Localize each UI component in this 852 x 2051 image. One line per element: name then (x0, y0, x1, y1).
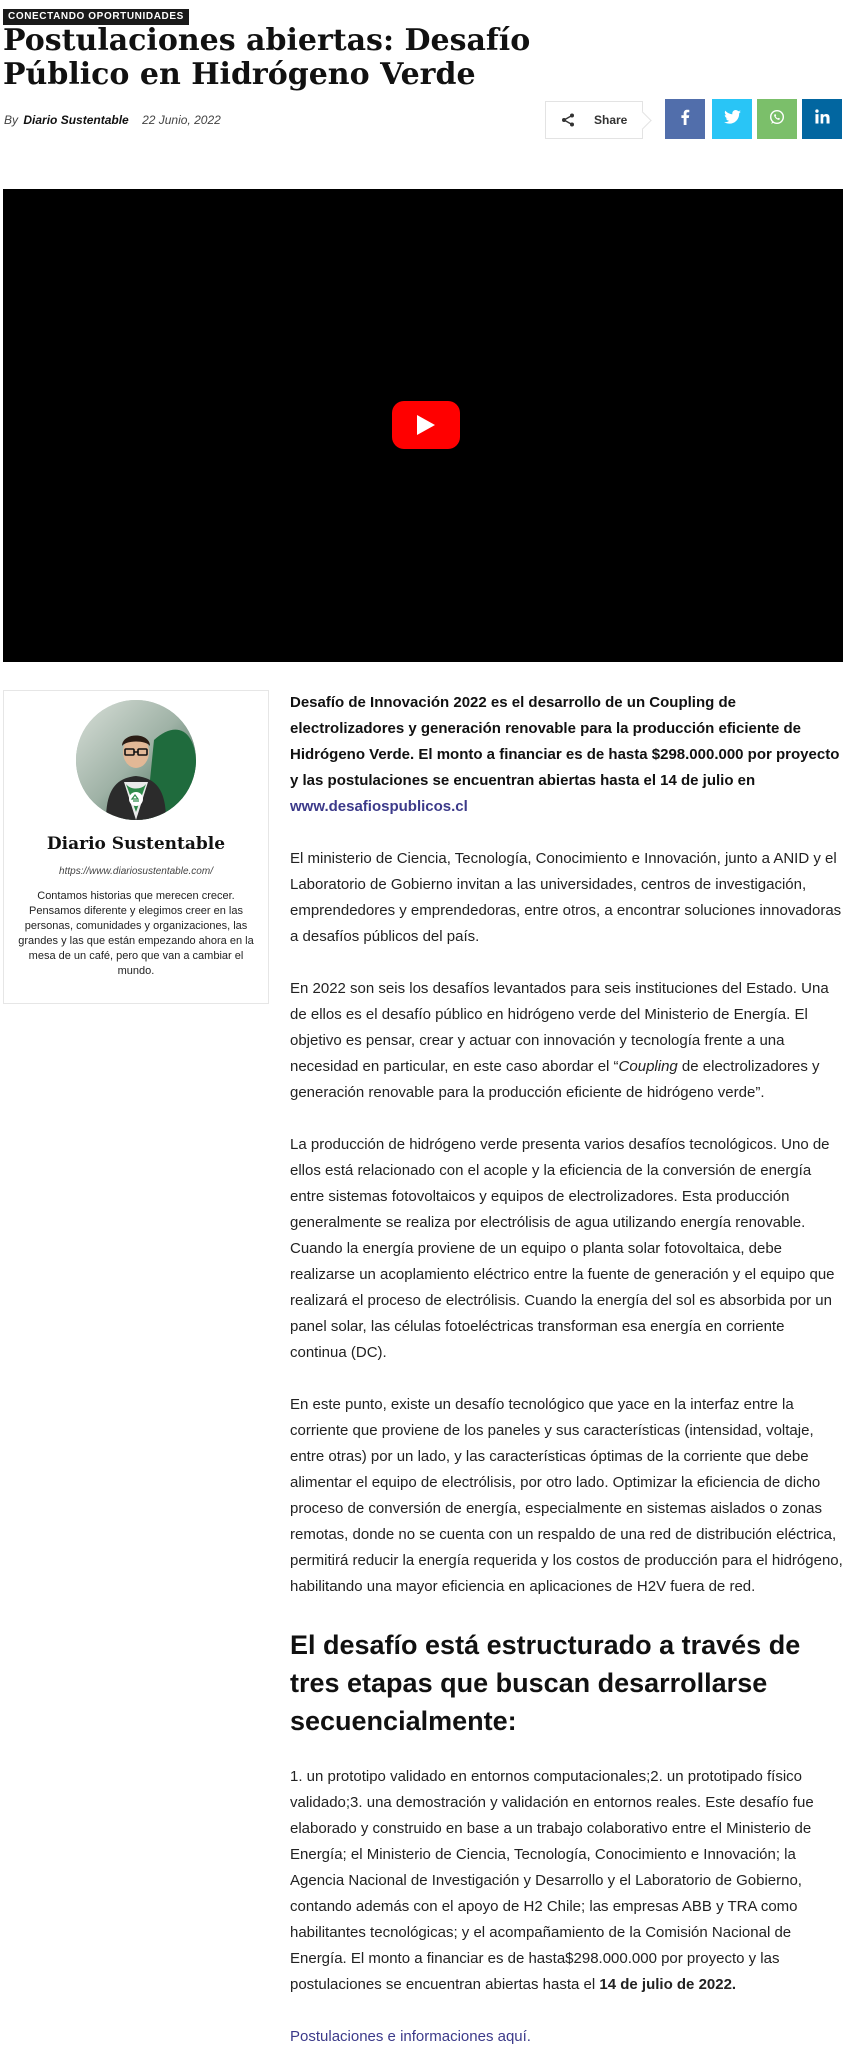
linkedin-icon (815, 109, 830, 129)
share-icon (554, 102, 582, 138)
paragraph: La producción de hidrógeno verde presenta varios desafíos tecnológicos. Uno de ellos está relacionado con el acople y la eficiencia de la conversión de energía entre sistemas fotovoltaicos y equipos de electrolizadores. Esta producción generalmente se realiza por electrólisis de agua utilizando energía renovable. Cuando la energía proviene de un equipo o planta solar fotovoltaica, debe realizarse un acoplamiento eléctrico entre la fuente de generación y el equipo que realizará el proceso de electrólisis. Cuando la energía del sol es absorbida por un panel solar, las células fotoeléctricas transforman esa energía en corriente continua (DC). (290, 1136, 835, 1361)
final-paragraph (290, 2024, 845, 2050)
paragraph-text: de electrolizadores y generación renovable para la producción eficiente de hidrógeno verde”. (290, 1058, 820, 1101)
paragraph (290, 976, 845, 1106)
page-title: Postulaciones abiertas: Desafío Público en Hidrógeno Verde (3, 23, 531, 92)
linkedin-share-button[interactable] (802, 99, 842, 139)
paragraph: El ministerio de Ciencia, Tecnología, Conocimiento e Innovación, junto a ANID y el Laboratorio de Gobierno invitan a las universidades, centros de investigación, emprendedores y emprendedoras, entre otros, a encontrar soluciones innovadoras a desafíos públicos del país. (290, 850, 842, 945)
paragraph (290, 1764, 845, 1998)
lead-paragraph (290, 690, 845, 820)
facebook-icon (680, 109, 690, 130)
desafios-link[interactable]: www.desafiospublicos.cl (290, 798, 468, 815)
whatsapp-share-button[interactable] (757, 99, 797, 139)
emphasis-text: Coupling (618, 1058, 678, 1075)
whatsapp-icon (769, 109, 785, 130)
paragraph: En este punto, existe un desafío tecnológico que yace en la interfaz entre la corriente que proviene de los paneles y sus características (intensidad, voltaje, entre otras) por un lado, y las características óptimas de la corriente que debe alimentar el equipo de electrólisis, por otro lado. Optimizar la eficiencia de dicho proceso de conversión de energía, especialmente en sistemas aislados o zonas remotas, donde no se cuenta con un respaldo de una red de distribución eléctrica, permitirá reducir la energía requerida y los costos de producción para el hidrógeno, habilitando una mayor eficiencia en aplicaciones de H2V fuera de red. (290, 1396, 843, 1595)
category-badge[interactable]: CONECTANDO OPORTUNIDADES (3, 9, 189, 25)
postulaciones-link[interactable]: Postulaciones e informaciones aquí. (290, 2028, 531, 2045)
author-avatar[interactable] (76, 700, 196, 820)
author-box (3, 690, 269, 1004)
share-button[interactable] (545, 101, 643, 139)
twitter-share-button[interactable] (712, 99, 752, 139)
video-player[interactable] (3, 189, 843, 662)
share-label: Share (594, 113, 628, 127)
twitter-icon (724, 110, 741, 129)
author-url[interactable]: https://www.diariosustentable.com/ (59, 866, 213, 877)
author-name[interactable]: Diario Sustentable (46, 834, 226, 854)
deadline-text: 14 de julio de 2022. (599, 1976, 737, 1993)
paragraph-text: 1. un prototipo validado en entornos computacionales;2. un prototipado físico validado;3. una demostración y validación en entornos reales. Este desafío fue elaborado y construido en base a un trabajo colaborativo entre el Ministerio de Energía; el Ministerio de Ciencia, Tecnología, Conocimiento e Innovación; la Agencia Nacional de Investigación y Desarrollo y el Laboratorio de Gobierno, contando además con el apoyo de H2 Chile; las empresas ABB y TRA como habilitantes tecnológicas; y el acompañamiento de la Comisión Nacional de Energía. El monto a financiar es de hasta$298.000.000 por proyecto y las postulaciones se encuentran abiertas hasta el (290, 1768, 814, 1993)
post-date: 22 Junio, 2022 (142, 113, 221, 127)
youtube-play-icon[interactable] (392, 401, 460, 449)
byline (4, 113, 221, 127)
facebook-share-button[interactable] (665, 99, 705, 139)
section-heading: El desafío está estructurado a través de tres etapas que buscan desarrollarse secuencialmente: (290, 1630, 801, 1736)
by-label: By (4, 113, 19, 127)
author-link[interactable]: Diario Sustentable (23, 113, 129, 127)
paragraph-text: En 2022 son seis los desafíos levantados para seis instituciones del Estado. Una de ellos es el desafío público en hidrógeno verde del Ministerio de Energía. El objetivo es pensar, crear y actuar con innovación y tecnología frente a una necesidad en particular, en este caso abordar el “ (290, 980, 829, 1075)
author-description: Contamos historias que merecen crecer. Pensamos diferente y elegimos creer en las personas, comunidades y organizaciones, las grandes y las que están empezando ahora en la mesa de un café, pero que van a cambiar el mundo. (18, 890, 254, 977)
lead-text: Desafío de Innovación 2022 es el desarrollo de un Coupling de electrolizadores y generación renovable para la producción eficiente de Hidrógeno Verde. El monto a financiar es de hasta $298.000.000 por proyecto y las postulaciones se encuentran abiertas hasta el 14 de julio en (290, 694, 840, 789)
article-body (290, 690, 845, 2051)
